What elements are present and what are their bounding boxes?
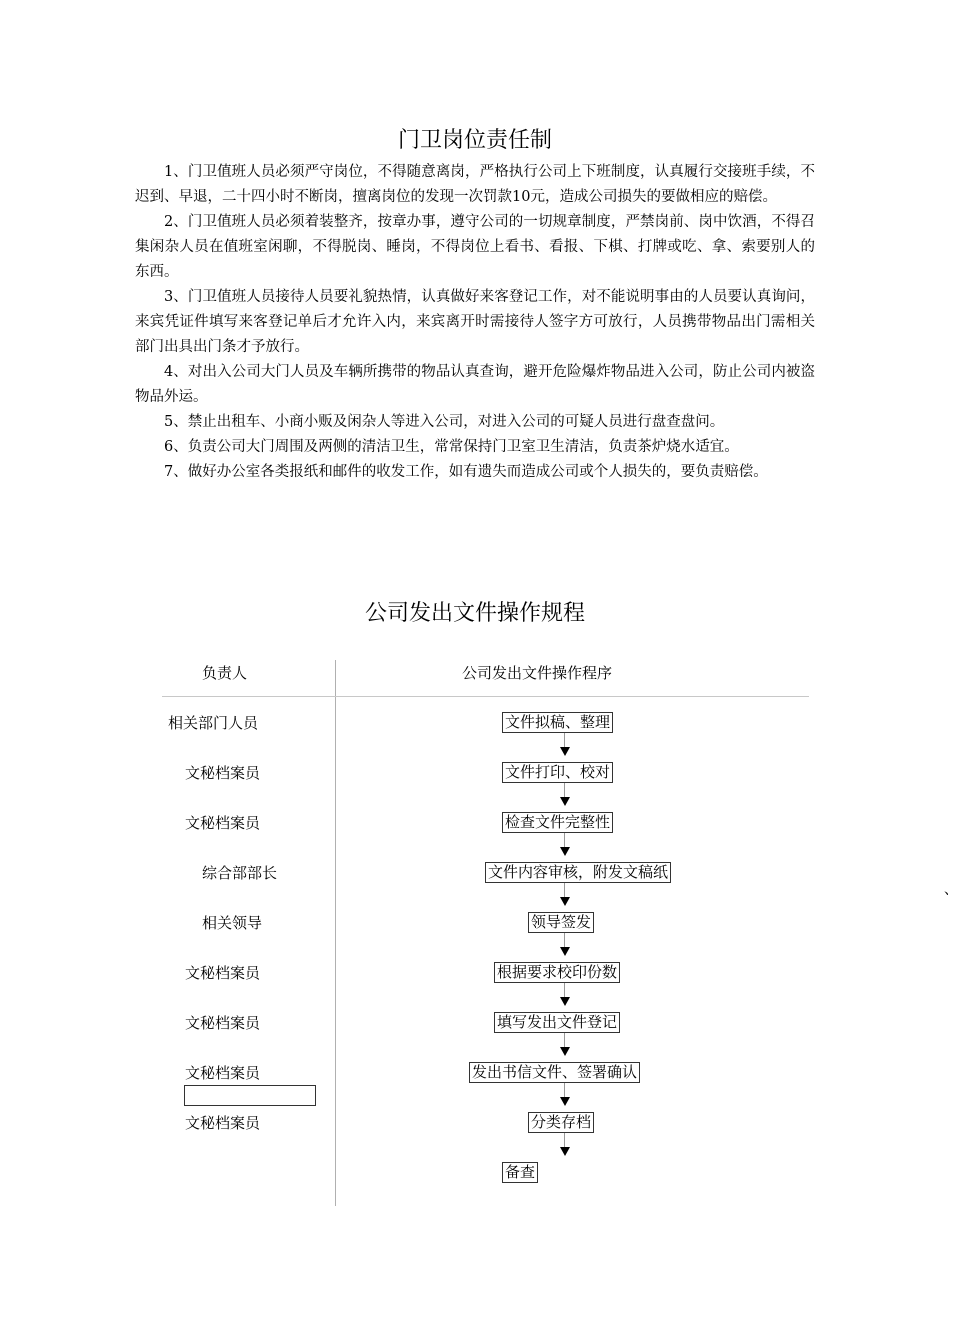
connector-line bbox=[564, 1133, 565, 1147]
arrow-down-icon bbox=[560, 997, 570, 1006]
step-9: 分类存档 bbox=[528, 1112, 594, 1133]
arrow-down-icon bbox=[560, 1147, 570, 1156]
arrow-down-icon bbox=[560, 797, 570, 806]
responsible-9: 文秘档案员 bbox=[185, 1114, 261, 1132]
paragraph-1: 1、门卫值班人员必须严守岗位，不得随意离岗，严格执行公司上下班制度，认真履行交接班手续，不迟到、早退，二十四小时不断岗，擅离岗位的发现一次罚款10元，造成公司损失的要做相应的赔偿。 bbox=[135, 164, 815, 205]
responsible-3: 文秘档案员 bbox=[185, 814, 261, 832]
responsible-2: 文秘档案员 bbox=[185, 764, 261, 782]
connector-line bbox=[564, 1033, 565, 1047]
header-procedure: 公司发出文件操作程序 bbox=[462, 664, 613, 682]
paragraph-6: 6、负责公司大门周围及两侧的清洁卫生，常常保持门卫室卫生清洁，负责茶炉烧水适宜。 bbox=[164, 439, 739, 455]
step-4: 文件内容审核，附发文稿纸 bbox=[485, 862, 671, 883]
connector-line bbox=[564, 733, 565, 747]
step-1: 文件拟稿、整理 bbox=[502, 712, 613, 733]
step-8: 发出书信文件、签署确认 bbox=[469, 1062, 640, 1083]
header-divider bbox=[162, 696, 809, 697]
arrow-down-icon bbox=[560, 1047, 570, 1056]
connector-line bbox=[564, 833, 565, 847]
connector-line bbox=[564, 883, 565, 897]
column-divider bbox=[335, 660, 336, 1206]
responsible-1: 相关部门人员 bbox=[168, 714, 259, 732]
step-5: 领导签发 bbox=[528, 912, 594, 933]
arrow-down-icon bbox=[560, 747, 570, 756]
connector-line bbox=[564, 983, 565, 997]
arrow-down-icon bbox=[560, 1097, 570, 1106]
empty-text-box bbox=[184, 1085, 316, 1106]
step-2: 文件打印、校对 bbox=[502, 762, 613, 783]
arrow-down-icon bbox=[560, 947, 570, 956]
responsible-8: 文秘档案员 bbox=[185, 1064, 261, 1082]
step-10: 备查 bbox=[502, 1162, 538, 1183]
step-6: 根据要求校印份数 bbox=[494, 962, 620, 983]
connector-line bbox=[564, 783, 565, 797]
responsible-7: 文秘档案员 bbox=[185, 1014, 261, 1032]
connector-line bbox=[564, 1083, 565, 1097]
header-responsible: 负责人 bbox=[202, 664, 248, 682]
step-3: 检查文件完整性 bbox=[502, 812, 613, 833]
arrow-down-icon bbox=[560, 847, 570, 856]
doc2-title: 公司发出文件操作规程 bbox=[364, 601, 585, 626]
responsible-6: 文秘档案员 bbox=[185, 964, 261, 982]
paragraph-2: 2、门卫值班人员必须着装整齐，按章办事，遵守公司的一切规章制度，严禁岗前、岗中饮酒，不得召集闲杂人员在值班室闲聊，不得脱岗、睡岗，不得岗位上看书、看报、下棋、打牌或吃、拿、索要别人的东西。 bbox=[135, 214, 815, 280]
paragraph-3: 3、门卫值班人员接待人员要礼貌热情，认真做好来客登记工作，对不能说明事由的人员要认真询问，来宾凭证件填写来客登记单后才允许入内，来宾离开时需接待人签字方可放行，人员携带物品出门需相关部门出具出门条才予放行。 bbox=[135, 289, 815, 355]
paragraph-5: 5、禁止出租车、小商小贩及闲杂人等进入公司，对进入公司的可疑人员进行盘查盘问。 bbox=[164, 414, 725, 430]
connector-line bbox=[564, 933, 565, 947]
doc1-title: 门卫岗位责任制 bbox=[397, 128, 552, 153]
responsible-4: 综合部部长 bbox=[202, 864, 278, 882]
arrow-down-icon bbox=[560, 897, 570, 906]
step-7: 填写发出文件登记 bbox=[494, 1012, 620, 1033]
stray-mark: 、 bbox=[944, 882, 958, 898]
paragraph-4: 4、对出入公司大门人员及车辆所携带的物品认真查询，避开危险爆炸物品进入公司，防止公司内被盗物品外运。 bbox=[135, 364, 815, 405]
paragraph-7: 7、做好办公室各类报纸和邮件的收发工作，如有遗失而造成公司或个人损失的，要负责赔偿。 bbox=[164, 464, 768, 480]
responsible-5: 相关领导 bbox=[202, 914, 263, 932]
